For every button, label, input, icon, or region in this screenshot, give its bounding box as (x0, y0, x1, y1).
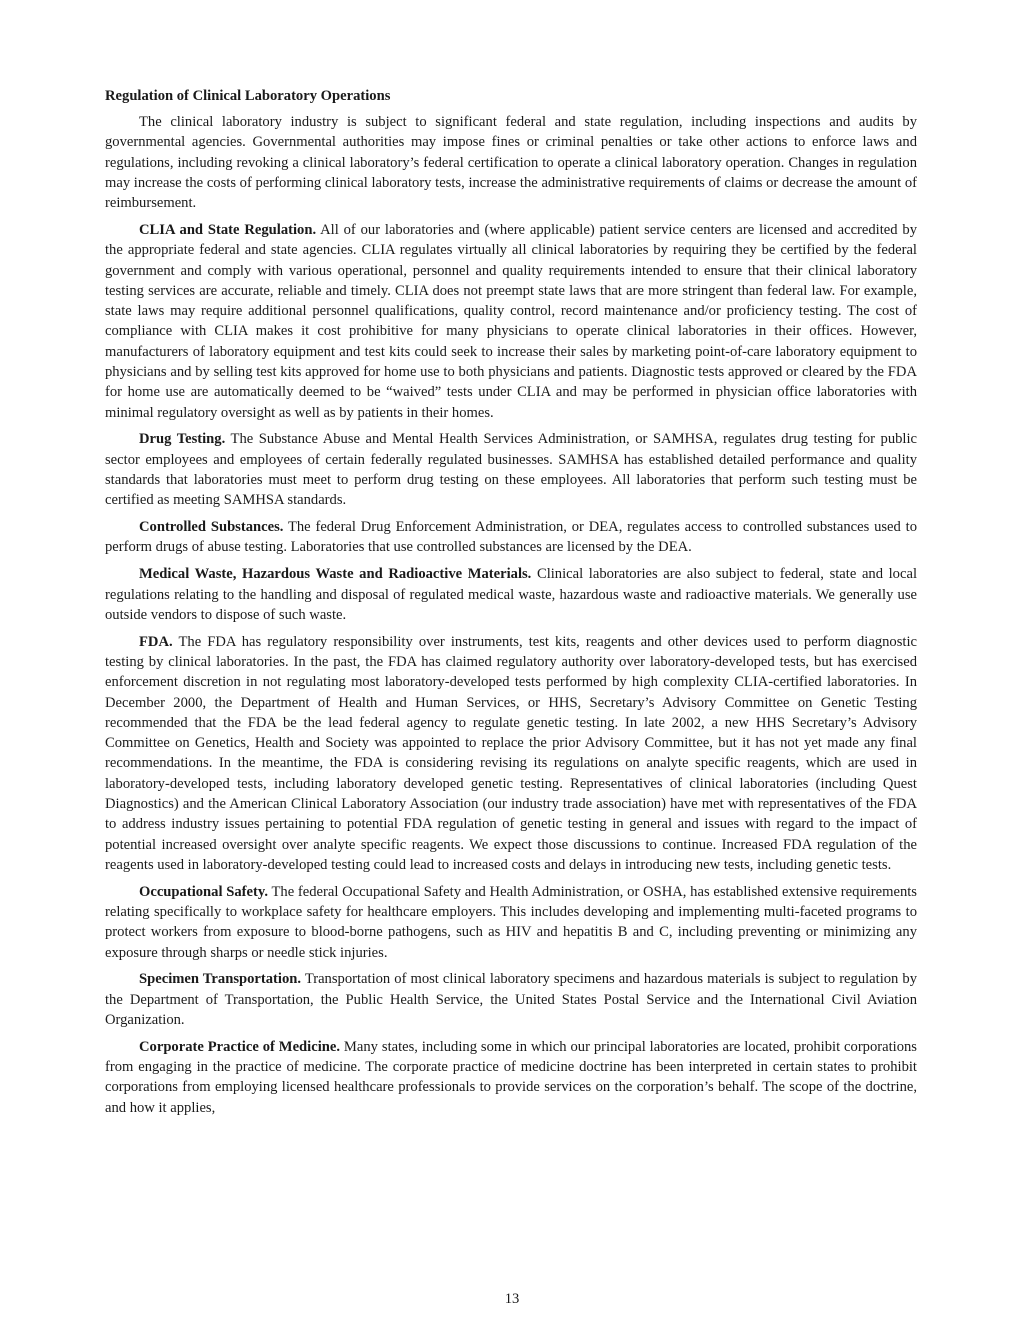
paragraph-medical-waste (105, 564, 917, 625)
paragraph-fda (105, 632, 917, 876)
document-page (105, 86, 917, 1124)
paragraph-clia (105, 220, 917, 423)
paragraph-heading: CLIA and State Regulation. (139, 221, 317, 238)
paragraph-heading: Controlled Substances. (139, 519, 284, 536)
paragraph-heading: Drug Testing. (139, 431, 226, 448)
paragraph-heading: Medical Waste, Hazardous Waste and Radioactive Materials. (139, 566, 532, 583)
paragraph-body: The Substance Abuse and Mental Health Services Administration, or SAMHSA, regulates drug testing for public sector employees and employees of certain federally regulated businesses. SAMHSA has established detailed performance and quality standards that laboratories must meet to perform drug testing on these employees. All laboratories that perform such testing must be certified as meeting SAMHSA standards. (105, 431, 918, 509)
paragraph-body: Clinical laboratories are also subject to federal, state and local regulations relating to the handling and disposal of regulated medical waste, hazardous waste and radioactive materials. We generally use outside vendors to dispose of such waste. (105, 566, 917, 623)
paragraph-body: All of our laboratories and (where applicable) patient service centers are licensed and accredited by the appropriate federal and state agencies. CLIA regulates virtually all clinical laboratories by requiring they be certified by the federal government and comply with various operational, personnel and quality requirements intended to ensure that their clinical laboratory testing services are accurate, reliable and timely. CLIA does not preempt state laws that are more stringent than federal law. For example, state laws may require additional personnel qualifications, quality control, record maintenance and/or proficiency testing. The cost of compliance with CLIA makes it cost prohibitive for many physicians to operate clinical laboratories in their offices. However, manufacturers of laboratory equipment and test kits could seek to increase their sales by marketing point-of-care laboratory equipment to physicians and by selling test kits approved for home use to both physicians and patients. Diagnostic tests approved or cleared by the FDA for home use are automatically deemed to be “waived” tests under CLIA and may be performed in physician office laboratories with minimal regulatory oversight as well as by patients in their homes. (105, 221, 917, 421)
paragraph-body: The FDA has regulatory responsibility over instruments, test kits, reagents and other devices used to perform diagnostic testing by clinical laboratories. In the past, the FDA has claimed regulatory authority over laboratory-developed tests, but has exercised enforcement discretion in not regulating most laboratory-developed tests performed by high complexity CLIA-certified laboratories. In December 2000, the Department of Health and Human Services, or HHS, Secretary’s Advisory Committee on Genetic Testing recommended that the FDA be the lead federal agency to regulate genetic testing. In late 2002, a new HHS Secretary’s Advisory Committee on Genetics, Health and Society was appointed to replace the prior Advisory Committee, but it has not yet made any final recommendations. In the meantime, the FDA is considering revising its regulations on analyte specific reagents, which are used in laboratory-developed tests, including laboratory developed genetic testing. Representatives of clinical laboratories (including Quest Diagnostics) and the American Clinical Laboratory Association (our industry trade association) have met with representatives of the FDA to address industry issues pertaining to potential FDA regulation of genetic testing in general and issues with regard to the impact of potential increased oversight over analyte specific reagents. We expect those discussions to continue. Increased FDA regulation of the reagents used in laboratory-developed testing could lead to increased costs and delays in introducing new tests, including genetic tests. (105, 633, 917, 873)
paragraph-heading: Corporate Practice of Medicine. (139, 1038, 340, 1055)
paragraph-body: Many states, including some in which our principal laboratories are located, prohibit corporations from engaging in the practice of medicine. The corporate practice of medicine doctrine has been interpreted in certain states to prohibit corporations from employing licensed healthcare professionals to provide services on the corporation’s behalf. The scope of the doctrine, and how it applies, (105, 1038, 917, 1116)
section-title: Regulation of Clinical Laboratory Operations (105, 88, 391, 104)
paragraph-body: The federal Occupational Safety and Health Administration, or OSHA, has established extensive requirements relating specifically to workplace safety for healthcare employers. This includes developing and implementing multi-faceted programs to protect workers from exposure to blood-borne pathogens, such as HIV and hepatitis B and C, including preventing or minimizing any exposure through sharps or needle stick injuries. (105, 883, 917, 961)
paragraph-body: Transportation of most clinical laboratory specimens and hazardous materials is subject to regulation by the Department of Transportation, the Public Health Service, the United States Postal Service and the International Civil Aviation Organization. (105, 971, 917, 1028)
paragraph-heading: Occupational Safety. (139, 883, 269, 900)
paragraph-occupational-safety (105, 882, 917, 963)
paragraph-controlled-substances (105, 517, 917, 558)
paragraph-corporate-practice (105, 1037, 917, 1118)
paragraph-body: The federal Drug Enforcement Administration, or DEA, regulates access to controlled substances used to perform drugs of abuse testing. Laboratories that use controlled substances are licensed by the DEA. (105, 519, 917, 556)
intro-paragraph: The clinical laboratory industry is subject to significant federal and state regulation, including inspections and audits by governmental agencies. Governmental authorities may impose fines or criminal penalties or take other actions to enforce laws and regulations, including revoking a clinical laboratory’s federal certification to operate a clinical laboratory operation. Changes in regulation may increase the costs of performing clinical laboratory tests, increase the administrative requirements of claims or decrease the amount of reimbursement. (105, 114, 917, 212)
paragraph-heading: Specimen Transportation. (139, 971, 302, 988)
page-number: 13 (504, 1291, 520, 1307)
paragraph-heading: FDA. (139, 633, 173, 650)
paragraph-specimen-transportation (105, 969, 917, 1030)
paragraph-drug-testing (105, 429, 917, 510)
